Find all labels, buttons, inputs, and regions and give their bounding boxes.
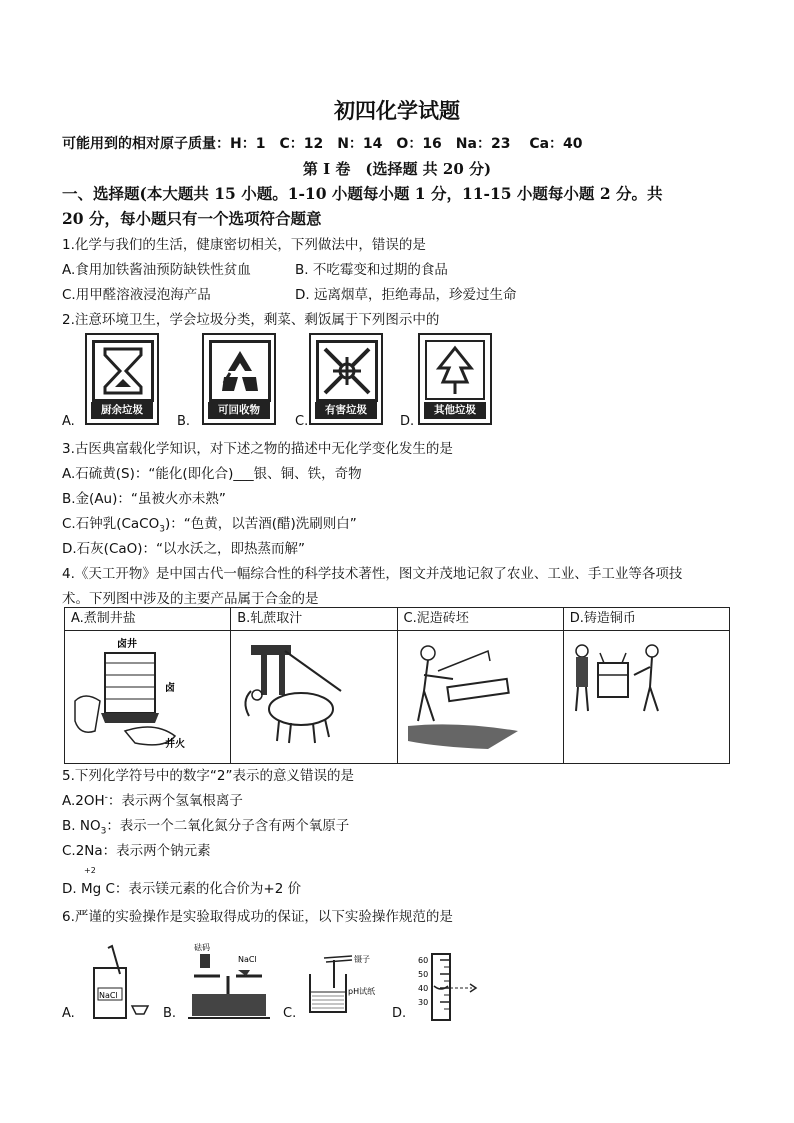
atomic-masses: 可能用到的相对原子质量：H：1 C：12 N：14 O：16 Na：23 Ca：40 (62, 136, 583, 152)
hazardous-bin-icon (309, 333, 383, 425)
q4-picture-d (563, 631, 729, 764)
q5-b-text: ：表示一个二氧化氮分子含有两个氧原子 (106, 818, 350, 834)
q4-header-a: A.煮制井盐 (65, 608, 231, 631)
scale-tick-50: 50 (418, 970, 429, 979)
q5-option-a (62, 789, 243, 809)
q1-option-a: A.食用加铁酱油预防缺铁性贫血 (62, 262, 251, 278)
bin-label-kitchen: 厨余垃圾 (91, 402, 153, 419)
q5-stem: 5.下列化学符号中的数字“2”表示的意义错误的是 (62, 768, 354, 784)
q6-picture-c (304, 948, 394, 1020)
q1-option-d: D. 远离烟草，拒绝毒品，珍爱过生命 (295, 287, 517, 303)
q4-header-b: B.轧蔗取汁 (231, 608, 397, 631)
q4-stem-line2: 术。下列图中涉及的主要产品属于合金的是 (62, 591, 319, 607)
q5-a-formula: A.2OH (62, 793, 105, 809)
q1-stem: 1.化学与我们的生活，健康密切相关，下列做法中，错误的是 (62, 237, 426, 253)
bin-label-recyclable: 可回收物 (208, 402, 270, 419)
q4-stem-line1: 4.《天工开物》是中国古代一幅综合性的科学技术著性，图文并茂地记叙了农业、工业、手工业等各项技 (62, 566, 683, 582)
scale-tick-30: 30 (418, 998, 429, 1007)
q2-stem: 2.注意环境卫生，学会垃圾分类，剩菜、剩饭属于下列图示中的 (62, 312, 440, 328)
q5-d-valence: +2 (84, 866, 96, 875)
q3-stem: 3.古医典富载化学知识，对下述之物的描述中无化学变化发生的是 (62, 441, 453, 457)
q2-letter-a: A. (62, 414, 75, 429)
q4-picture-b (231, 631, 397, 764)
bin-label-hazardous: 有害垃圾 (315, 402, 377, 419)
q3-c-subscript: 3 (159, 524, 165, 535)
q2-letter-c: C. (295, 414, 309, 429)
other-waste-bin-icon (418, 333, 492, 425)
q1-option-b: B. 不吃霉变和过期的食品 (295, 262, 448, 278)
q4-header-d: D.铸造铜币 (563, 608, 729, 631)
q6-picture-d (414, 950, 484, 1022)
q6-picture-b (186, 940, 272, 1026)
page-title: 初四化学试题 (334, 98, 460, 123)
q5-a-charge: - (104, 792, 108, 803)
q5-option-d: D. Mg C：表示镁元素的化合价为+2 价 (62, 881, 302, 897)
q4-picture-a (65, 631, 231, 764)
q5-a-text: ：表示两个氢氧根离子 (107, 793, 243, 809)
bin-label-other: 其他垃圾 (424, 402, 486, 419)
kitchen-waste-bin-icon (85, 333, 159, 425)
q6-letter-b: B. (163, 1006, 177, 1021)
well-label: 卤井 (117, 639, 137, 650)
q3-c-text: )：“色黄，以苦酒(醋)洗刷则白” (164, 516, 357, 532)
part1-instructions-line2: 20 分，每小题只有一个选项符合题意 (62, 209, 322, 228)
q5-b-formula: B. NO (62, 818, 101, 834)
q6-stem: 6.严谨的实验操作是实验取得成功的保证，以下实验操作规范的是 (62, 909, 453, 925)
q6-letter-a: A. (62, 1006, 75, 1021)
brine-label: 卤 (165, 683, 175, 694)
q3-option-d: D.石灰(CaO)：“以水沃之，即热蒸而解” (62, 541, 306, 557)
q2-letter-d: D. (400, 414, 415, 429)
q6-letter-d: D. (392, 1006, 407, 1021)
weight-label: 砝码 (194, 943, 210, 952)
q6-picture-a (86, 944, 152, 1024)
section-title: 第 I 卷 (选择题 共 20 分) (302, 160, 492, 178)
q3-option-b: B.金(Au)：“虽被火亦未熟” (62, 491, 226, 507)
q6-letter-c: C. (283, 1006, 297, 1021)
nacl-label: NaCl (238, 955, 257, 964)
ph-paper-label: pH试纸 (348, 987, 376, 996)
q4-header-c: C.泥造砖坯 (397, 608, 563, 631)
q5-option-b (62, 814, 349, 837)
scale-tick-40: 40 (418, 984, 429, 993)
q3-option-a: A.石硫黄(S)：“能化(即化合)___银、铜、铁，奇物 (62, 466, 362, 482)
part1-instructions-line1: 一、选择题(本大题共 15 小题。1-10 小题每小题 1 分，11-15 小题每小题 2 分。共 (62, 184, 663, 203)
scale-tick-60: 60 (418, 956, 429, 965)
q4-options-table (64, 607, 730, 764)
q5-b-subscript: 3 (100, 826, 107, 837)
q3-c-formula: C.石钟乳(CaCO (62, 516, 160, 532)
q2-letter-b: B. (177, 414, 191, 429)
q5-option-c: C.2Na：表示两个钠元素 (62, 843, 211, 859)
q3-option-c (62, 512, 357, 535)
q1-option-c: C.用甲醛溶液浸泡海产品 (62, 287, 211, 303)
recyclable-bin-icon (202, 333, 276, 425)
reagent-label: NaCl (99, 991, 118, 1000)
q4-picture-c (397, 631, 563, 764)
fire-label: 井火 (165, 739, 185, 750)
tweezers-label: 镊子 (354, 955, 370, 964)
